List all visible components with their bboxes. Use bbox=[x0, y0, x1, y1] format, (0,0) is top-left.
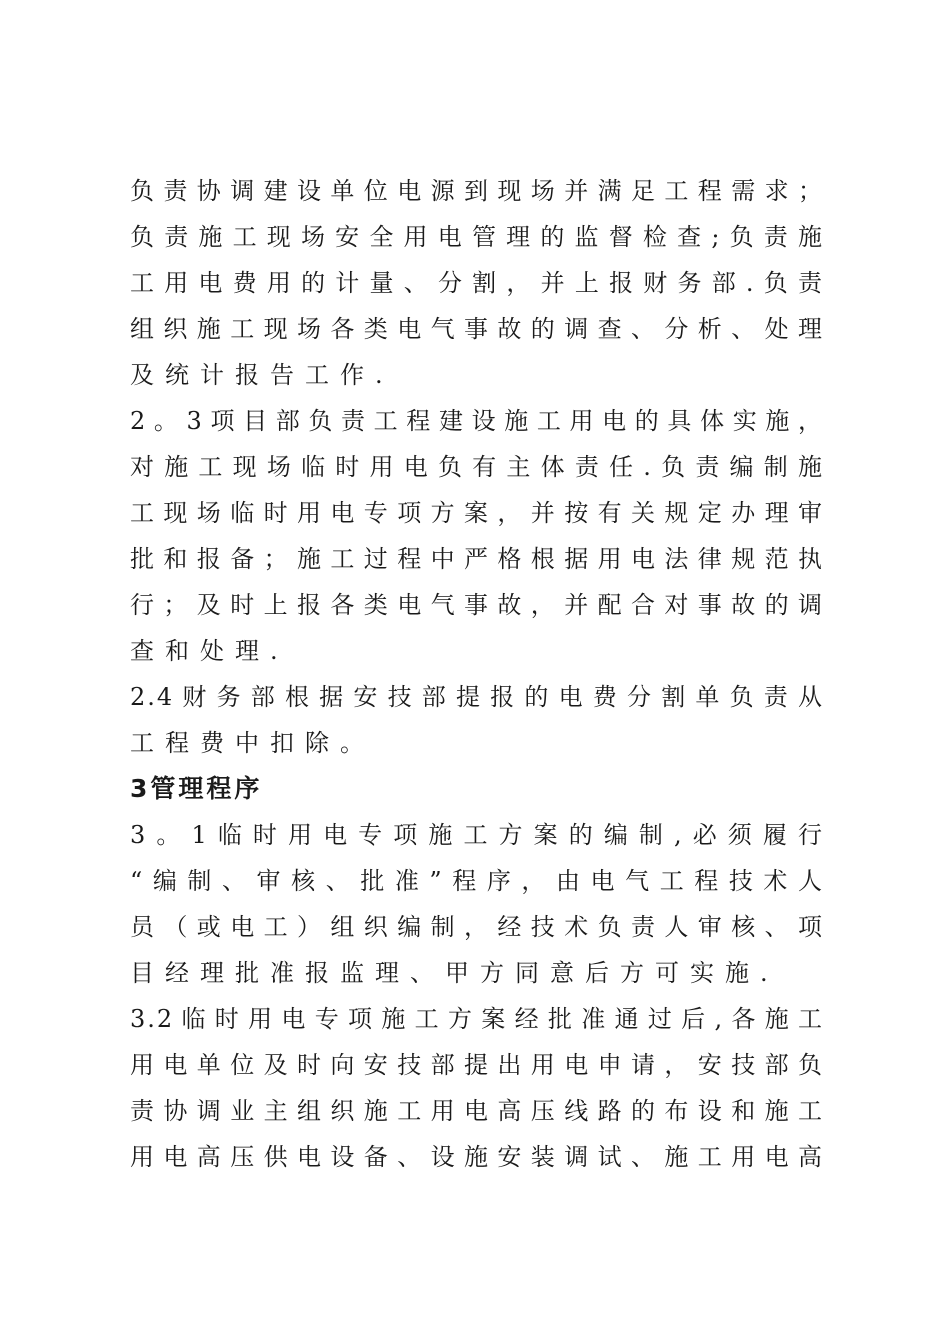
text-line: 工程费中扣除。 bbox=[130, 729, 375, 757]
text-line: 3.2临时用电专项施工方案经批准通过后,各施工 bbox=[130, 1005, 824, 1033]
text-line: 工用电费用的计量、分割，并上报财务部.负责 bbox=[130, 269, 824, 297]
text-line: 对施工现场临时用电负有主体责任.负责编制施 bbox=[130, 453, 824, 481]
text-line: 员（或电工）组织编制，经技术负责人审核、项 bbox=[130, 913, 824, 941]
text-line: 责协调业主组织施工用电高压线路的布设和施工 bbox=[130, 1097, 824, 1125]
text-line: 用电高压供电设备、设施安装调试、施工用电高 bbox=[130, 1143, 824, 1171]
text-line: 用电单位及时向安技部提出用电申请，安技部负 bbox=[130, 1051, 824, 1079]
text-line: 行；及时上报各类电气事故，并配合对事故的调 bbox=[130, 591, 824, 619]
text-line: 及统计报告工作. bbox=[130, 361, 394, 389]
section-heading: 3管理程序 bbox=[130, 774, 263, 803]
text-line: 查和处理. bbox=[130, 637, 289, 665]
text-line: 工现场临时用电专项方案，并按有关规定办理审 bbox=[130, 499, 824, 527]
text-line: 组织施工现场各类电气事故的调查、分析、处理 bbox=[130, 315, 824, 343]
text-line: 负责施工现场安全用电管理的监督检查;负责施 bbox=[130, 223, 824, 251]
text-line: 3。1临时用电专项施工方案的编制,必须履行 bbox=[130, 821, 824, 849]
text-line: 负责协调建设单位电源到现场并满足工程需求； bbox=[130, 177, 824, 205]
text-line: 2.4财务部根据安技部提报的电费分割单负责从 bbox=[130, 683, 824, 711]
text-line: 批和报备；施工过程中严格根据用电法律规范执 bbox=[130, 545, 824, 573]
text-line: “编制、审核、批准”程序，由电气工程技术人 bbox=[130, 867, 824, 895]
document-body bbox=[130, 168, 824, 1180]
text-line: 2。3项目部负责工程建设施工用电的具体实施， bbox=[130, 407, 824, 435]
text-line: 目经理批准报监理、甲方同意后方可实施. bbox=[130, 959, 779, 987]
